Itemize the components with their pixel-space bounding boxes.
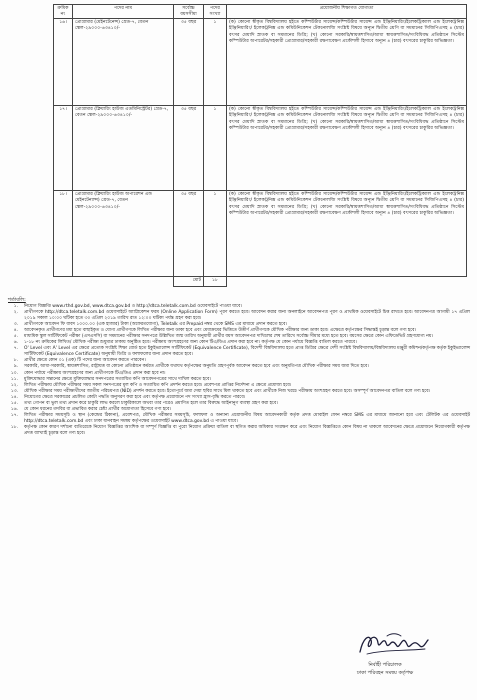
row-age: ৩৫ বছর	[174, 191, 204, 277]
signatory-organization: ঢাকা পরিবহন সমন্বয় কর্তৃপক্ষ	[356, 669, 414, 676]
table-header-row	[54, 5, 467, 19]
conditions-heading: শর্তাবলি:	[8, 297, 26, 303]
row-count: ১	[204, 106, 227, 191]
item-number: ১৮.	[10, 424, 18, 430]
header-max-age: সর্বোচ্চ বয়সসীমা	[174, 5, 204, 19]
posts-table	[53, 4, 467, 287]
row-serial: ১৬।	[54, 19, 73, 106]
list-item	[8, 346, 470, 358]
row-post-name: প্রোগ্রামার (ক্লিয়ারিং হাউজ অপারেশন এন্ড মেইনটেন্যান্স) গ্রেড-৭, বেতন স্কেল-২৯০০০-৬৩৪১০/-	[73, 191, 174, 277]
list-item	[8, 310, 470, 322]
signatory-title: নির্বাহী পরিচালক	[368, 662, 402, 668]
item-text: লিখিত পরীক্ষার সময়সূচি ও স্থান (কেন্দ্রের ঠিকানা), প্রবেশপত্র, মৌখিক পরীক্ষার সময়সূচি, ফলাফল ও অন্যান্য প্রয়োজনীয় বিষয় আবেদনকারী কর্তৃক প্রদত্ত মোবাইল ফোন নম্বরে SMS এর মাধ্যমে জানানো হবে এবং টেলিটক এর ওয়েবসাইট http://dtca.teletalk.com.bd এবং ঢাকা যানবাহন সমন্বয় কর্তৃপক্ষের ওয়েবসাইট www.dtca.gov.bd এ পাওয়া যাবে।	[24, 412, 470, 424]
item-number: ৫.	[13, 334, 18, 340]
table-row	[54, 191, 467, 277]
item-text: প্রার্থীগণকে http://dtca.teletalk.com.bd ওয়েবসাইটে অ্যাপ্লিকেশন ফরম (Online Application Form) পূরণ করতে হবে। আবেদন করার জন্য অনলাইনে আবেদনপত্র পূরণ ও প্রাথমিক ওয়েবসাইটে চিত্ত রাখতে হবে। আবেদনপত্র আগামী ১৭ এপ্রিল ২০১৯ সকাল ১০:০০ ঘটিকা হতে ৩০ এপ্রিল ২০১৯ তারিখ রাত ১২:০০ ঘটিকা পর্যন্ত গ্রহণ করা হবে।	[24, 310, 470, 322]
item-text: মাধ্যমিক স্কুল সার্টিফিকেট পরীক্ষা (এসএসসি) বা সমমানের পরীক্ষার সনদপত্রে উল্লিখিত জন্ম তারিখ অনুযায়ী প্রার্থীর বয়স আবেদনপত্র দাখিলের শেষ তারিখে সর্বোচ্চ সীমার মধ্যে হতে হবে। বয়সের ক্ষেত্রে কোন এফিডেভিট গ্রহণযোগ্য নয়।	[24, 334, 433, 340]
total-value: ১৮	[204, 277, 227, 287]
item-text: আবেদনকৃত প্রার্থীগণের মধ্য হতে বাছাইকৃত ও যোগ্য প্রার্থীগণকে লিখিত পরীক্ষার জন্য ডাকা হবে এবং মেধাক্রমের ভিত্তিতে উত্তীর্ণ প্রার্থীগণকে মৌখিক পরীক্ষার জন্য ডাকা হবে। এক্ষেত্রে কর্তৃপক্ষের সিদ্ধান্তই চূড়ান্ত বলে গণ্য হবে।	[24, 328, 417, 334]
header-post-count: পদের সংখ্যা	[204, 5, 227, 19]
item-text: মৌখিক পরীক্ষার সময় পরীক্ষার্থীদের জাতীয় পরিচয়পত্র (NID) প্রদর্শন করতে হবে। ইতোপূর্বে জমা দেয়া ছবির সাথে মিল থাকতে হবে এবং প্রার্থীকে নিজ খরচে পরীক্ষায় অংশগ্রহণ করতে হবে। অসম্পূর্ণ আবেদনপত্র বাতিল বলে গণ্য হবে।	[24, 388, 431, 394]
row-post-name: প্রোগ্রামার (ক্লিয়ারিং হাউজ এডমিনিস্ট্রেটর) গ্রেড-৭, বেতন স্কেল-২৯০০০-৬৩৪১০/-	[73, 106, 174, 191]
row-count: ১	[204, 19, 227, 106]
item-text: O' Level এবং A' Level এর ক্ষেত্রে প্রত্যেক সংশ্লিষ্ট শিক্ষা বোর্ড হতে ইকুইভ্যালেন্স সার্টিফিকেট (Equivalence Certificate), বিদেশী বিশ্ববিদ্যালয় হতে প্রাপ্ত ডিগ্রির ক্ষেত্রে দেশী সংশ্লিষ্ট বিশ্ববিদ্যালয়/বিশ্ববিদ্যালয় মঞ্জুরী কমিশন/কর্তৃপক্ষ কর্তৃক ইকুইভ্যালেন্স সার্টিফিকেট (Equivalence Certificate) অনুযায়ী ডিগ্রি ও ফলাফলের জন্য প্রদান করতে হবে।	[24, 346, 470, 358]
header-post-name: পদের নাম	[73, 5, 174, 19]
item-number: ১.	[13, 304, 18, 309]
item-text: কোন পর্যায়ে পরীক্ষায় অংশগ্রহণের জন্য প্রার্থীগণকে টিএ/ডিএ প্রদান করা হবে না।	[24, 370, 166, 376]
row-serial: ১৭।	[54, 106, 73, 191]
item-number: ৪.	[13, 328, 18, 334]
handwritten-signature	[357, 630, 431, 658]
row-qualification: (ক) কোনো স্বীকৃত বিশ্ববিদ্যালয় হইতে কম্পিউটার সায়েন্স/কম্পিউটার সায়েন্স এন্ড ইঞ্জিনিয়ারিং/ইলেকট্রিক্যাল এন্ড ইলেকট্রনিক্স ইঞ্জিনিয়ারিং/ ইলেকট্রনিক্স এন্ড কমিউনিকেশন টেকনোলজি সংশ্লিষ্ট বিষয়ে অন্যূন দ্বিতীয় শ্রেণি বা সমমানের সিজিপিএসহ ৪ (চার) বৎসর মেয়াদি স্নাতক বা সমমানের ডিগ্রি; (খ) কোনো সরকারি/স্বায়ত্তশাসিত/আধা স্বায়ত্তশাসিত/সংবিধিবদ্ধ প্রতিষ্ঠানে সিস্টেম কম্পিউটার অপারেটর/সহকারী প্রোগ্রামার/সহকারী রক্ষণাবেক্ষণ প্রকৌশলী হিসাবে অন্যূন ৪ (চার) বৎসরের চাকুরির অভিজ্ঞতা।	[227, 19, 467, 106]
header-serial: ক্রমিক নং	[54, 5, 73, 19]
row-post-name: প্রোগ্রামার (মেইনটেনেন্স) গ্রেড-৭, বেতন স্কেল-২৯০০০-৬৩৪১০/-	[73, 19, 174, 106]
row-age: ৩৫ বছর	[174, 19, 204, 106]
item-text: যে কোন ধরনের তদবির বা প্রভাবিত করার চেষ্টা প্রার্থীর অযোগ্যতা হিসেবে গণ্য হবে।	[24, 406, 171, 412]
item-number: ৭.	[13, 346, 18, 352]
signatory-block	[330, 662, 440, 677]
item-number: ১১.	[10, 376, 18, 382]
table-row	[54, 106, 467, 191]
item-text: নিয়োগ বিজ্ঞপ্তি www.rthd.gov.bd, www.dtca.gov.bd ও http://dtca.teletalk.com.bd ওয়েবসাইটে পাওয়া যাবে।	[24, 304, 242, 309]
total-label: মোট	[174, 277, 204, 287]
item-text: মুক্তিযোদ্ধার সন্তানের ক্ষেত্রে মুক্তিযোদ্ধার সনদপত্রের সত্যায়িত কপি আবেদনপত্রের সাথে দাখিল করতে হবে।	[24, 376, 211, 382]
item-text: ১-১৮ নং ক্রমিকের লিখিত/ মৌখিক পরীক্ষা শুধুমাত্র ঢাকায় অনুষ্ঠিত হবে। পরীক্ষায় অংশগ্রহণের জন্য কোন টিএ/ডিএ প্রদান করা হবে না। কর্তৃপক্ষ যে কোন পর্যায়ে বিজ্ঞপ্তি বাতিল করতে পারবে।	[24, 340, 357, 346]
table-row	[54, 19, 467, 106]
list-item	[8, 425, 470, 437]
row-count: ১	[204, 191, 227, 277]
item-text: প্রার্থীগণকে আবেদন ফি বাবদ ১০০০.০০ (এক হাজার) টাকা (অফেরতযোগ্য), Teletalk এর Prepaid নম্বর থেকে SMS এর মাধ্যমে প্রদান করতে হবে।	[24, 322, 287, 328]
item-number: ১৭.	[10, 412, 18, 418]
item-text: তথ্য গোপন বা ভুল তথ্য প্রদান করে চাকুরি লাভ করলে চাকুরিকালে অথবা তার পরেও প্রমাণিত হলে তার বিরুদ্ধে আইনানুগ ব্যবস্থা গ্রহণ করা হবে।	[24, 400, 278, 406]
table-total-row	[54, 277, 467, 287]
item-number: ৬.	[13, 340, 18, 346]
list-item	[8, 413, 470, 425]
header-qualification: প্রয়োজনীয় শিক্ষাগত যোগ্যতা	[227, 5, 467, 19]
item-number: ২.	[13, 310, 18, 316]
item-number: ১০.	[10, 370, 18, 376]
item-text: প্রার্থীর ক্ষেত্রে কোন ০১ (এক) টি পদের জন্য আবেদন করতে পারবেন।	[24, 358, 146, 364]
item-number: ১৩.	[10, 388, 18, 394]
item-number: ৮.	[13, 358, 18, 364]
item-text: নিয়োগের ক্ষেত্রে সরকারের প্রচলিত কোটা পদ্ধতি অনুসরণ করা হবে এবং কর্তৃপক্ষ প্রয়োজনে পদ সংখ্যা হ্রাস-বৃদ্ধি করতে পারবে।	[24, 394, 246, 400]
item-number: ১৬.	[10, 406, 18, 412]
item-text: লিখিত পরীক্ষায় মৌখিক পরীক্ষার সময় সকল সনদপত্রের মূল কপি ও সত্যায়িত কপি প্রদর্শন করতে হবে। প্রবেশপত্র প্রাপ্তির নির্দেশনা এ ক্ষেত্রে প্রযোজ্য হবে।	[24, 382, 292, 388]
row-age: ৩৫ বছর	[174, 106, 204, 191]
item-number: ১৫.	[10, 400, 18, 406]
row-serial: ১৮।	[54, 191, 73, 277]
item-number: ৯.	[13, 364, 18, 370]
item-number: ৩.	[13, 322, 18, 328]
item-number: ১২.	[10, 382, 18, 388]
item-text: সরকারি, আধা-সরকারি, স্বায়ত্তশাসিত, রাষ্ট্রায়ত্ত বা কোনো প্রতিষ্ঠানে কর্মরত প্রার্থীকে যথাযথ কর্তৃপক্ষের অনুমতি গ্রহণপূর্বক আবেদন করতে হবে এবং অনুমতিপত্র মৌখিক পরীক্ষার সময় জমা দিতে হবে।	[24, 364, 369, 370]
item-number: ১৪.	[10, 394, 18, 400]
row-qualification: (ক) কোনো স্বীকৃত বিশ্ববিদ্যালয় হইতে কম্পিউটার সায়েন্স/কম্পিউটার সায়েন্স এন্ড ইঞ্জিনিয়ারিং/ইলেকট্রিক্যাল এন্ড ইলেকট্রনিক্স ইঞ্জিনিয়ারিং/ ইলেকট্রনিক্স এন্ড কমিউনিকেশন টেকনোলজি সংশ্লিষ্ট বিষয়ে অন্যূন দ্বিতীয় শ্রেণি বা সমমানের সিজিপিএসহ ৪ (চার) বৎসর মেয়াদি স্নাতক বা সমমানের ডিগ্রি; (খ) কোনো সরকারি/স্বায়ত্তশাসিত/আধা স্বায়ত্তশাসিত/সংবিধিবদ্ধ প্রতিষ্ঠানে সিস্টেম কম্পিউটার অপারেটর/সহকারী প্রোগ্রামার/সহকারী রক্ষণাবেক্ষণ প্রকৌশলী হিসাবে অন্যূন ৪ (চার) বৎসরের চাকুরির অভিজ্ঞতা।	[227, 191, 467, 277]
row-qualification: (ক) কোনো স্বীকৃত বিশ্ববিদ্যালয় হইতে কম্পিউটার সায়েন্স/কম্পিউটার সায়েন্স এন্ড ইঞ্জিনিয়ারিং/ইলেকট্রিক্যাল এন্ড ইলেকট্রনিক্স ইঞ্জিনিয়ারিং/ ইলেকট্রনিক্স এন্ড কমিউনিকেশন টেকনোলজি সংশ্লিষ্ট বিষয়ে অন্যূন দ্বিতীয় শ্রেণি বা সমমানের সিজিপিএসহ ৪ (চার) বৎসর মেয়াদি স্নাতক বা সমমানের ডিগ্রি; (খ) কোনো সরকারি/স্বায়ত্তশাসিত/আধা স্বায়ত্তশাসিত/সংবিধিবদ্ধ প্রতিষ্ঠানে সিস্টেম কম্পিউটার অপারেটর/সহকারী প্রোগ্রামার/সহকারী রক্ষণাবেক্ষণ প্রকৌশলী হিসাবে অন্যূন ৪ (চার) বৎসরের চাকুরির অভিজ্ঞতা।	[227, 106, 467, 191]
conditions-list	[8, 304, 470, 437]
item-text: কর্তৃপক্ষ কোন কারণ দর্শানো ব্যতিরেকে নিয়োগ বিজ্ঞপ্তির আংশিক বা সম্পূর্ণ বিজ্ঞপ্তি বা পুরো নিয়োগ প্রক্রিয়া বাতিল বা স্থগিত করার অধিকার সংরক্ষণ করে এবং নিয়োগ বিজ্ঞপ্তিতে কোন বিষয় না থাকলে আবেদনের ক্ষেত্রে প্রয়োজনে নিয়োগকারী কর্তৃপক্ষ প্রদত্ত ব্যাখ্যাই চূড়ান্ত বলে গণ্য হবে।	[24, 424, 470, 436]
